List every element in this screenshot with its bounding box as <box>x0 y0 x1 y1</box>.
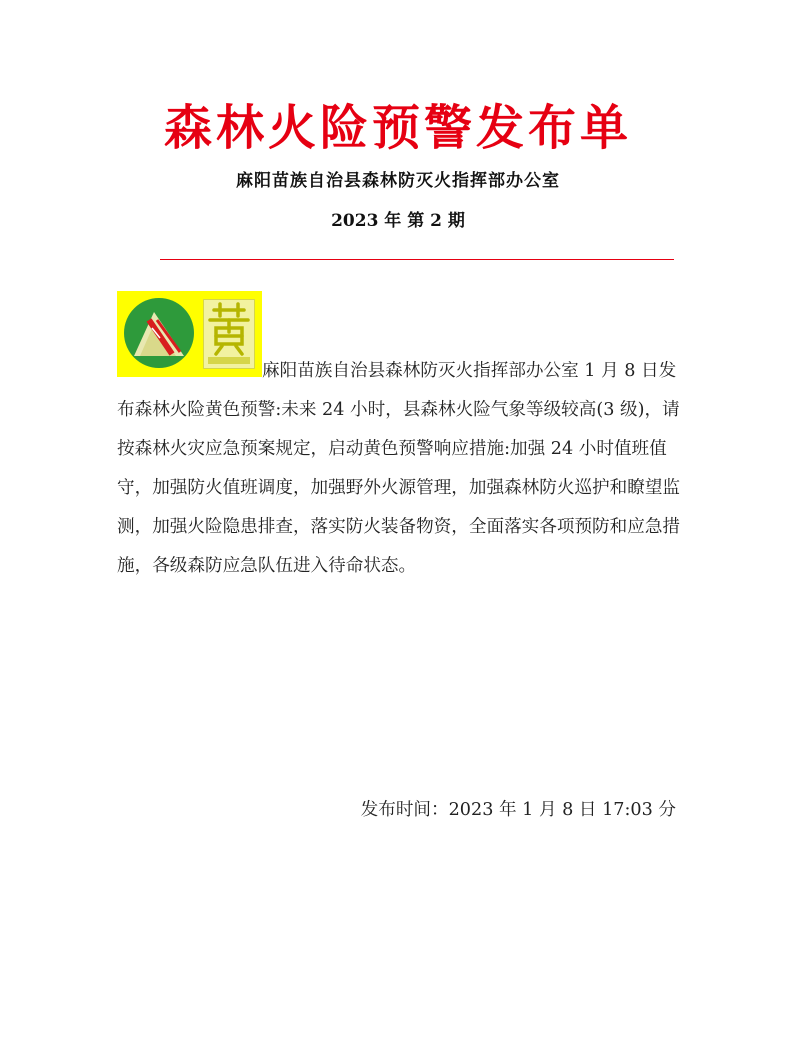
red-divider <box>160 259 674 260</box>
page-title: 森林火险预警发布单 <box>163 100 632 156</box>
warning-body-text: 麻阳苗族自治县森林防灭火指挥部办公室 1 月 8 日发布森林火险黄色预警:未来 24 小时，县森林火险气象等级较高(3 级)，请按森林火灾应急预案规定，启动黄色预警响应措施:加强 24 小时值班值守，加强防火值班调度，加强野外火源管理，加强森林防火巡护和瞭望监测，加强火险隐患排查，落实防火装备物资，全面落实各项预防和应急措施，各级森防应急队伍进入待命状态。 <box>117 361 681 576</box>
issue-number: 2023 年 第 2 期 <box>331 211 465 231</box>
issuer-name: 麻阳苗族自治县森林防灭火指挥部办公室 <box>236 171 560 191</box>
release-time: 发布时间：2023 年 1 月 8 日 17:03 分 <box>360 800 676 820</box>
